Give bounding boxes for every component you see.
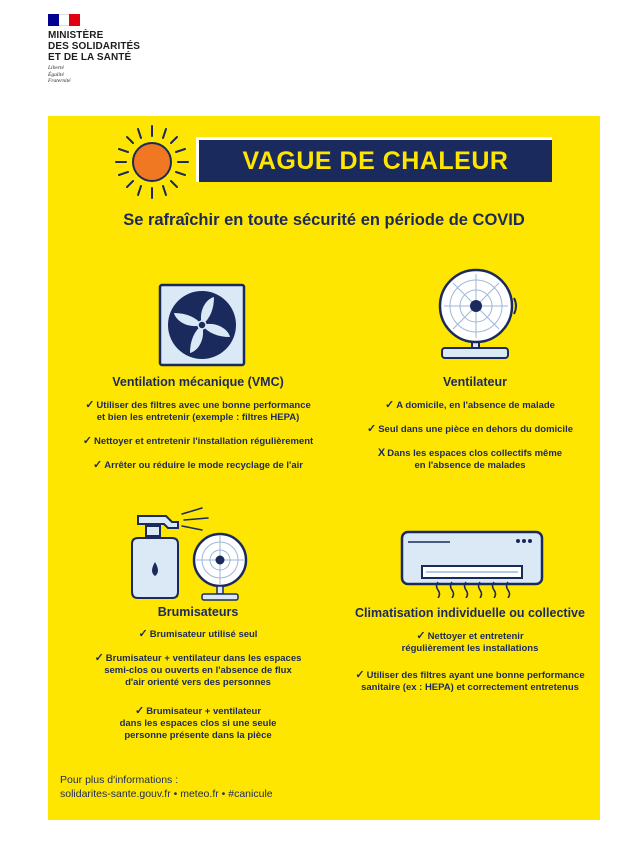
list-item: ✓ Brumisateur + ventilateur dans les espaces semi-clos ou ouverts en l'absence de flux d'air orienté vers des personnes xyxy=(94,652,302,688)
climatisation-title: Climatisation individuelle ou collective xyxy=(355,606,585,620)
republic-motto: Liberté Égalité Fraternité xyxy=(48,65,71,84)
mister-icon xyxy=(128,504,258,604)
list-item: ✓ Nettoyer et entretenir l'installation régulièrement xyxy=(82,435,314,447)
check-icon: ✓ xyxy=(138,628,148,640)
vmc-title: Ventilation mécanique (VMC) xyxy=(112,375,284,389)
cross-icon: X xyxy=(377,447,386,459)
link-meteo[interactable]: meteo.fr xyxy=(180,788,219,800)
air-conditioner-icon xyxy=(398,528,548,598)
poster-subtitle: Se rafraîchir en toute sécurité en période de COVID xyxy=(123,211,525,229)
info-footer: Pour plus d'informations : solidarites-sante.gouv.fr • meteo.fr • #canicule xyxy=(60,774,273,800)
list-item: ✓ Utiliser des filtres ayant une bonne performance sanitaire (ex : HEPA) et correctement entretenus xyxy=(355,669,585,693)
title-banner xyxy=(196,137,552,182)
check-icon: ✓ xyxy=(93,459,103,471)
check-icon: ✓ xyxy=(416,630,426,642)
ventilateur-title: Ventilateur xyxy=(443,375,507,389)
ventilateur-items xyxy=(330,399,610,483)
check-icon: ✓ xyxy=(134,705,145,717)
brumisateurs-items xyxy=(48,628,348,753)
list-item: ✓ Arrêter ou réduire le mode recyclage de l'air xyxy=(93,459,303,471)
check-icon: ✓ xyxy=(355,669,365,681)
list-item: ✓ Brumisateur utilisé seul xyxy=(138,628,258,640)
list-item: X Dans les espaces clos collectifs même en l'absence de malades xyxy=(377,447,563,471)
vmc-items xyxy=(48,399,348,483)
check-icon: ✓ xyxy=(94,652,104,664)
footer-intro: Pour plus d'informations : xyxy=(60,774,179,786)
list-item: ✓ Utiliser des filtres avec une bonne performance et bien les entretenir (exemple : filtres HEPA) xyxy=(85,399,311,423)
ministry-logo xyxy=(48,14,188,85)
list-item: ✓ Seul dans une pièce en dehors du domicile xyxy=(366,423,573,435)
poster-title: VAGUE DE CHALEUR xyxy=(242,146,509,175)
hashtag-canicule[interactable]: #canicule xyxy=(228,788,273,800)
check-icon: ✓ xyxy=(85,399,95,411)
ministry-name: MINISTÈRE DES SOLIDARITÉS ET DE LA SANTÉ xyxy=(48,30,141,63)
check-icon: ✓ xyxy=(82,435,92,447)
check-icon: ✓ xyxy=(366,423,377,435)
check-icon: ✓ xyxy=(385,399,395,411)
french-flag-icon xyxy=(48,14,80,26)
list-item: ✓ Brumisateur + ventilateur dans les espaces clos si une seule personne présente dans la pièce xyxy=(119,705,277,741)
vmc-icon xyxy=(158,283,248,373)
brumisateurs-title: Brumisateurs xyxy=(157,605,239,619)
list-item: ✓ Nettoyer et entretenir régulièrement les installations xyxy=(401,630,539,654)
climatisation-items xyxy=(325,630,615,705)
link-solidarites-sante[interactable]: solidarites-sante.gouv.fr xyxy=(60,788,171,800)
list-item: ✓ A domicile, en l'absence de malade xyxy=(385,399,555,411)
fan-icon xyxy=(426,268,526,368)
